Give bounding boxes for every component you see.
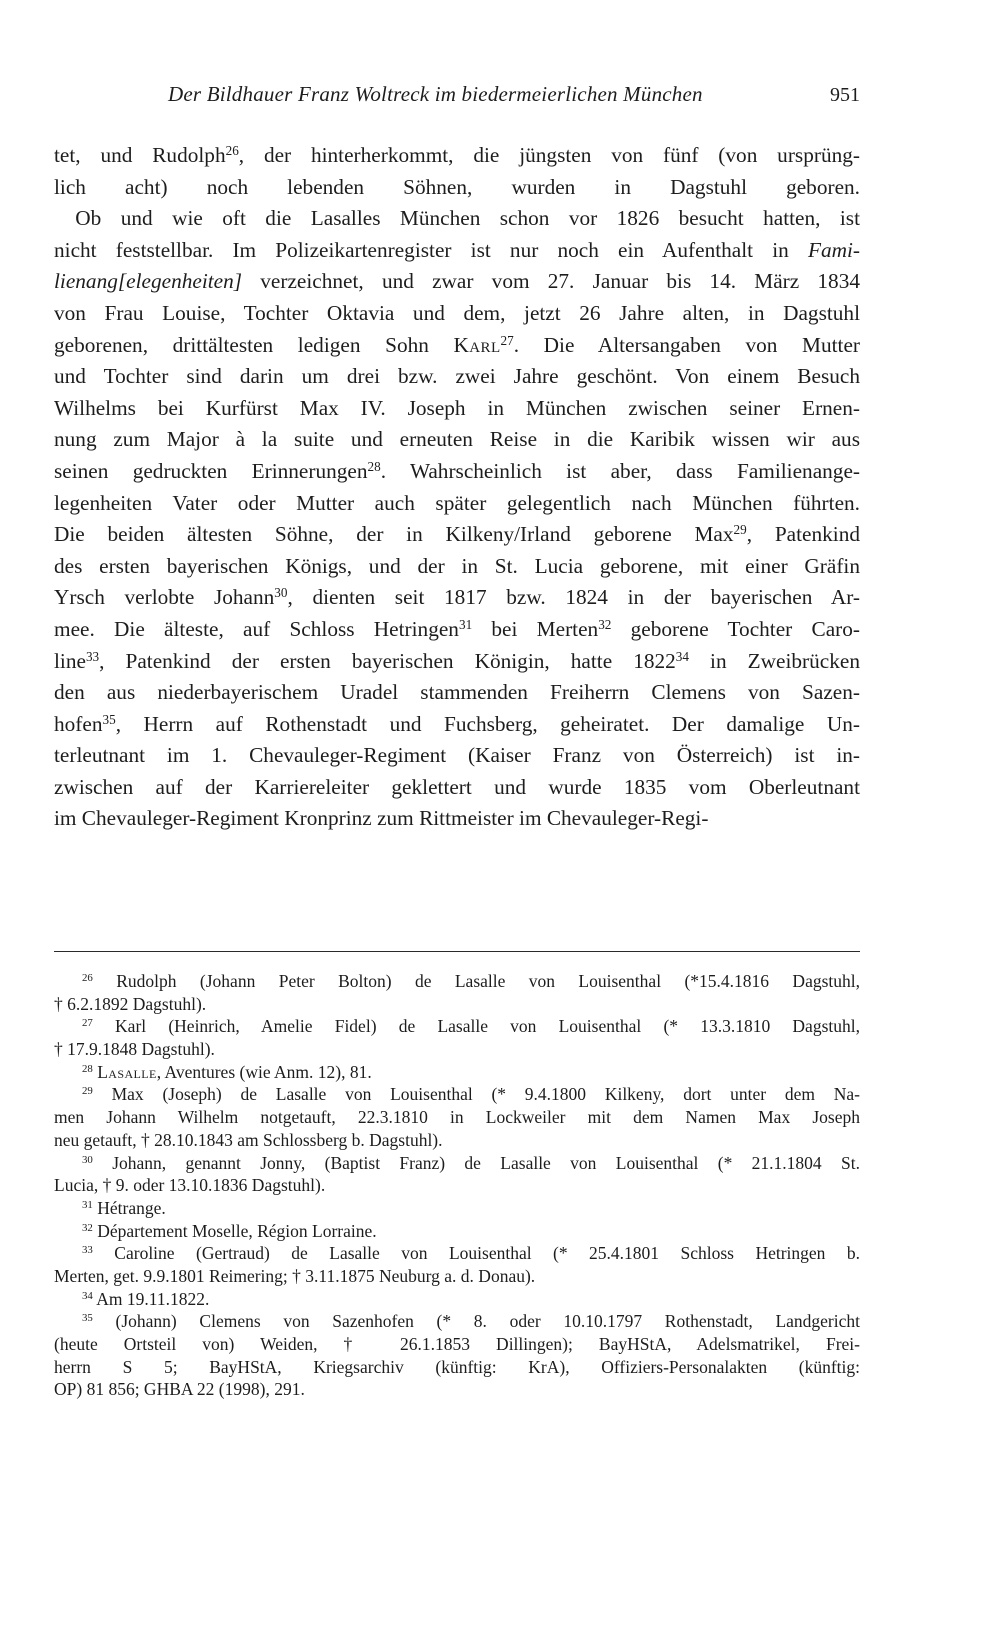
- text-segment: . Die Altersangaben von Mutter: [513, 332, 861, 357]
- italic-segment: lienang[elegenheiten]: [54, 269, 243, 294]
- text-line: [54, 456, 860, 488]
- text-segment: tet, und Rudolph: [54, 143, 226, 167]
- footnote-marker: 31: [458, 616, 473, 632]
- text-segment: Merten, get. 9.9.1801 Reimering; † 3.11.1875 Neuburg a. d. Donau).: [54, 1265, 536, 1286]
- footnote-line: [54, 1242, 860, 1265]
- footnote-marker: 28: [82, 1062, 93, 1075]
- footnote-marker: 34: [675, 648, 689, 664]
- text-line: [54, 172, 860, 204]
- text-segment: bei Merten: [472, 616, 599, 641]
- footnote-line: [54, 1288, 860, 1311]
- text-segment: , Patenkind der ersten bayerischen Königin, hatte 1822: [99, 648, 676, 673]
- text-segment: , Herrn auf Rothenstadt und Fuchsberg, geheiratet. Der damalige Un-: [115, 711, 860, 736]
- text-segment: nicht feststellbar. Im Polizeikartenregister ist nur noch ein Aufenthalt in: [54, 237, 808, 262]
- text-segment: in Zweibrücken: [688, 648, 860, 673]
- text-line: [54, 582, 860, 614]
- text-segment: Département Moselle, Région Lorraine.: [92, 1220, 377, 1241]
- text-segment: neu getauft, † 28.10.1843 am Schlossberg b. Dagstuhl).: [54, 1129, 443, 1150]
- text-segment: im Chevauleger-Regiment Kronprinz zum Rittmeister im Chevauleger-Regi-: [54, 806, 709, 831]
- text-line: [54, 361, 860, 393]
- text-segment: geborene Tochter Caro-: [611, 616, 861, 641]
- text-line: [54, 203, 860, 235]
- text-line: [54, 393, 860, 425]
- italic-segment: Fami-: [807, 237, 860, 262]
- text-segment: und Tochter sind darin um drei bzw. zwei Jahre geschönt. Von einem Besuch: [54, 364, 860, 389]
- text-line: [54, 330, 860, 362]
- text-line: [54, 488, 860, 520]
- text-segment: † 6.2.1892 Dagstuhl).: [54, 993, 207, 1014]
- footnote-marker: 27: [500, 332, 514, 348]
- text-line: [54, 772, 860, 804]
- footnote-marker: 26: [82, 972, 93, 985]
- text-segment: von Frau Louise, Tochter Oktavia und dem, jetzt 26 Jahre alten, in Dagstuhl: [54, 300, 860, 325]
- footnote-marker: 32: [82, 1221, 93, 1234]
- text-line: [54, 740, 860, 772]
- text-segment: legenheiten Vater oder Mutter auch später gelegentlich nach München führten.: [54, 490, 860, 515]
- text-segment: † 17.9.1848 Dagstuhl).: [54, 1039, 215, 1060]
- text-line: [54, 298, 860, 330]
- footnote: [54, 1220, 860, 1243]
- text-line: [54, 677, 860, 709]
- text-segment: seinen gedruckten Erinnerungen: [54, 458, 368, 483]
- text-segment: Caroline (Gertraud) de Lasalle von Louisenthal (* 25.4.1801 Schloss Hetringen b.: [92, 1243, 860, 1264]
- footnote-line: [54, 993, 860, 1016]
- text-line: [54, 140, 860, 172]
- text-segment: Max (Joseph) de Lasalle von Louisenthal (* 9.4.1800 Kilkeny, dort unter dem Na-: [92, 1084, 860, 1105]
- text-segment: Hétrange.: [92, 1197, 166, 1218]
- footnote-line: [54, 1220, 860, 1243]
- text-line: [54, 266, 860, 298]
- text-segment: Karl (Heinrich, Amelie Fidel) de Lasalle von Louisenthal (* 13.3.1810 Dagstuhl,: [92, 1016, 860, 1037]
- footnote-line: [54, 1197, 860, 1220]
- text-segment: geborenen, drittältesten ledigen Sohn: [54, 332, 454, 357]
- main-text-body: [54, 140, 860, 835]
- text-segment: nung zum Major à la suite und erneuten Reise in die Karibik wissen wir aus: [54, 427, 860, 452]
- text-segment: , Aventures (wie Anm. 12), 81.: [156, 1061, 372, 1082]
- footnote: [54, 970, 860, 1015]
- footnote-line: [54, 1333, 860, 1356]
- footnote: [54, 1288, 860, 1311]
- text-segment: hofen: [54, 711, 103, 736]
- text-segment: den aus niederbayerischem Uradel stammenden Freiherrn Clemens von Sazen-: [54, 680, 860, 705]
- footnote-marker: 35: [82, 1312, 93, 1325]
- text-line: [54, 803, 860, 835]
- footnote-divider: [54, 951, 860, 952]
- footnote-line: [54, 1083, 860, 1106]
- page-number: 951: [830, 84, 860, 106]
- footnote-marker: 33: [82, 1244, 93, 1257]
- text-segment: Johann, genannt Jonny, (Baptist Franz) de Lasalle von Louisenthal (* 21.1.1804 St.: [92, 1152, 860, 1173]
- footnote-line: [54, 1265, 860, 1288]
- text-line: [54, 235, 860, 267]
- footnote-marker: 31: [82, 1198, 93, 1211]
- footnote-marker: 35: [102, 711, 116, 727]
- text-segment: terleutnant im 1. Chevauleger-Regiment (Kaiser Franz von Österreich) ist in-: [54, 743, 860, 768]
- text-segment: . Wahrscheinlich ist aber, dass Familienange-: [380, 458, 860, 483]
- text-line: [54, 646, 860, 678]
- footnote-marker: 28: [367, 458, 381, 474]
- footnote-line: [54, 1174, 860, 1197]
- text-segment: mee. Die älteste, auf Schloss Hetringen: [54, 616, 459, 641]
- footnote-line: [54, 1152, 860, 1175]
- running-title: Der Bildhauer Franz Woltreck im biedermeierlichen München: [168, 82, 703, 106]
- footnote-marker: 34: [82, 1289, 93, 1302]
- text-segment: men Johann Wilhelm notgetauft, 22.3.1810 in Lockweiler mit dem Namen Max Joseph: [54, 1107, 860, 1128]
- footnote: [54, 1242, 860, 1287]
- text-segment: line: [54, 648, 86, 673]
- text-segment: Die beiden ältesten Söhne, der in Kilkeny/Irland geborene Max: [54, 522, 734, 547]
- text-segment: , Patenkind: [746, 522, 860, 547]
- footnote-line: [54, 1038, 860, 1061]
- footnote: [54, 1310, 860, 1401]
- text-segment: zwischen auf der Karriereleiter geklettert und wurde 1835 vom Oberleutnant: [54, 774, 860, 799]
- text-line: [54, 709, 860, 741]
- text-segment: Yrsch verlobte Johann: [54, 585, 275, 610]
- text-segment: (heute Ortsteil von) Weiden, † 26.1.1853 Dillingen); BayHStA, Adelsmatrikel, Frei-: [54, 1334, 860, 1354]
- footnote: [54, 1083, 860, 1151]
- page-header: [54, 78, 860, 114]
- text-line: [54, 614, 860, 646]
- text-segment: (Johann) Clemens von Sazenhofen (* 8. oder 10.10.1797 Rothenstadt, Landgericht: [92, 1311, 860, 1332]
- text-segment: verzeichnet, und zwar vom 27. Januar bis 14. März 1834: [242, 269, 860, 294]
- text-segment: Ob und wie oft die Lasalles München schon vor 1826 besucht hatten, ist: [54, 206, 860, 231]
- footnote: [54, 1061, 860, 1084]
- footnotes-section: [54, 970, 860, 1401]
- footnote-marker: 32: [598, 616, 612, 632]
- text-segment: Lucia, † 9. oder 13.10.1836 Dagstuhl).: [54, 1175, 326, 1196]
- text-segment: , der hinterherkommt, die jüngsten von fünf (von ursprüng-: [238, 143, 860, 167]
- text-segment: Am 19.11.1822.: [92, 1288, 210, 1309]
- text-segment: Rudolph (Johann Peter Bolton) de Lasalle von Louisenthal (*15.4.1816 Dagstuhl,: [92, 971, 860, 991]
- footnote-line: [54, 1378, 860, 1401]
- footnote-line: [54, 1061, 860, 1084]
- footnote-line: [54, 970, 860, 993]
- footnote-line: [54, 1310, 860, 1333]
- footnote: [54, 1015, 860, 1060]
- footnote-marker: 29: [733, 521, 747, 537]
- small-caps-segment: Lasalle: [97, 1061, 157, 1082]
- footnote-marker: 30: [82, 1153, 93, 1166]
- text-segment: Wilhelms bei Kurfürst Max IV. Joseph in München zwischen seiner Ernen-: [54, 395, 860, 420]
- text-segment: OP) 81 856; GHBA 22 (1998), 291.: [54, 1379, 305, 1400]
- footnote-line: [54, 1015, 860, 1038]
- footnote-line: [54, 1106, 860, 1129]
- small-caps-segment: Karl: [453, 332, 501, 357]
- text-segment: , dienten seit 1817 bzw. 1824 in der bayerischen Ar-: [287, 585, 860, 610]
- text-line: [54, 551, 860, 583]
- footnote: [54, 1197, 860, 1220]
- footnote-marker: 27: [82, 1017, 93, 1030]
- text-segment: herrn S 5; BayHStA, Kriegsarchiv (künftig: KrA), Offiziers-Personalakten (künftig:: [54, 1356, 860, 1377]
- footnote-marker: 33: [85, 648, 100, 664]
- text-segment: des ersten bayerischen Königs, und der in St. Lucia geborene, mit einer Gräfin: [54, 553, 860, 578]
- footnote: [54, 1152, 860, 1197]
- footnote-line: [54, 1356, 860, 1379]
- text-line: [54, 424, 860, 456]
- footnote-marker: 26: [225, 142, 239, 158]
- footnote-marker: 30: [274, 585, 288, 601]
- footnote-line: [54, 1129, 860, 1152]
- footnote-marker: 29: [82, 1085, 93, 1098]
- text-line: [54, 519, 860, 551]
- text-segment: lich acht) noch lebenden Söhnen, wurden in Dagstuhl geboren.: [54, 174, 860, 199]
